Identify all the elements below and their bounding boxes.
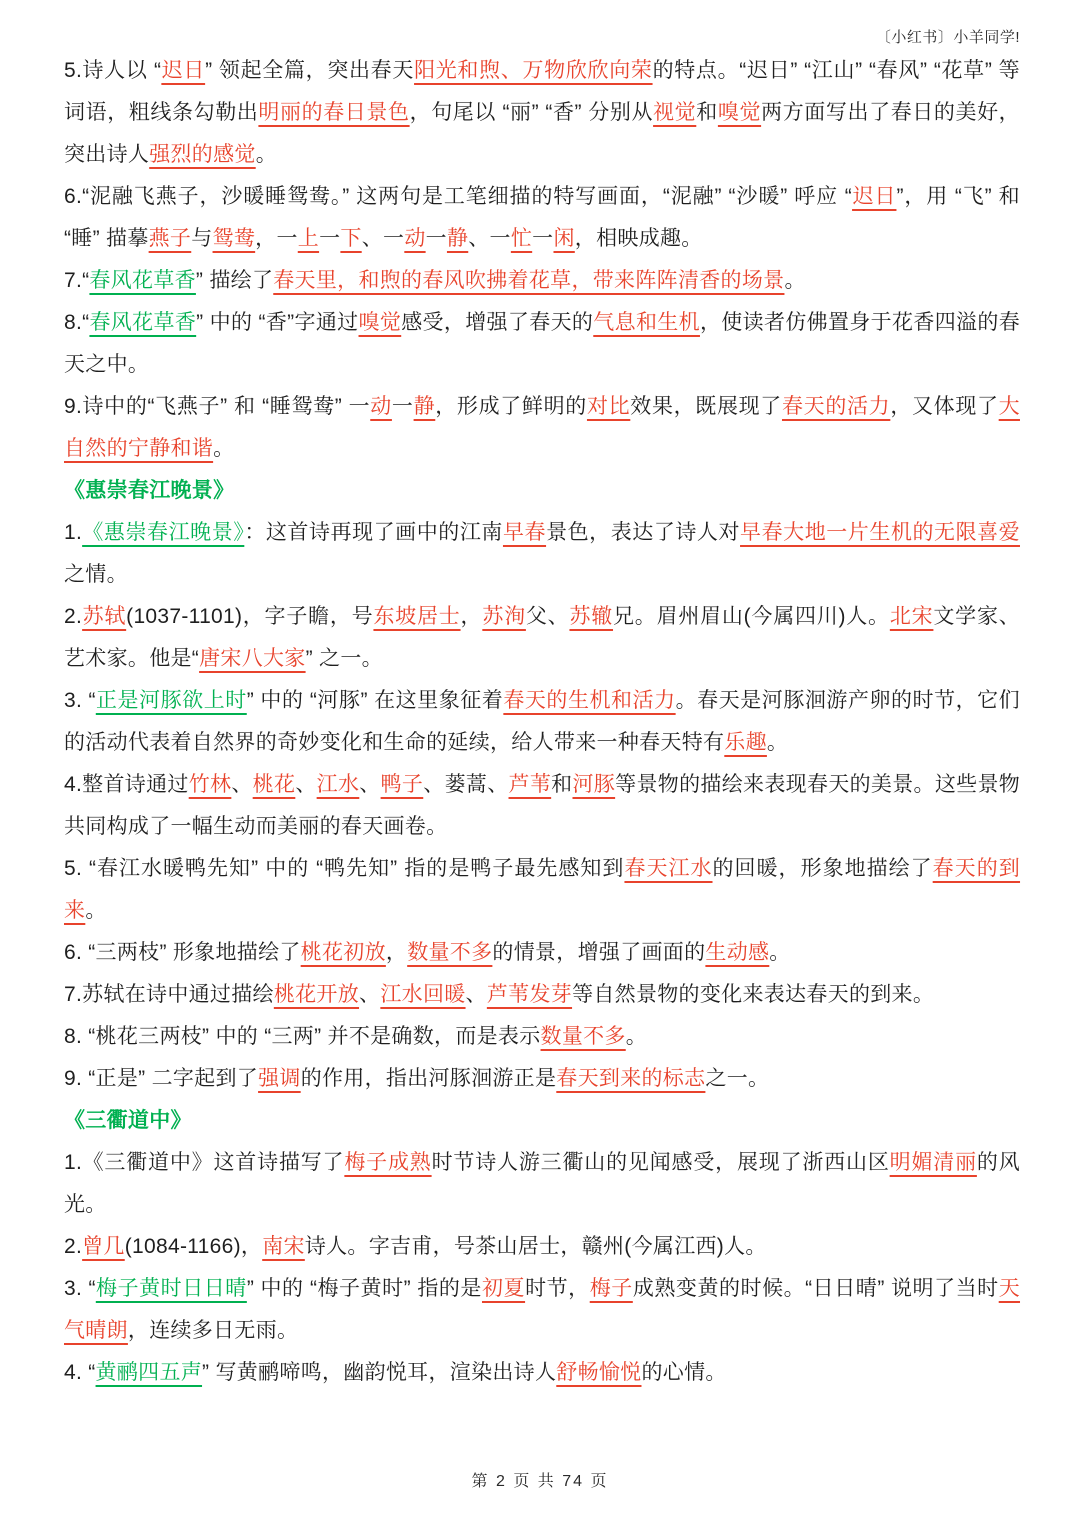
text-segment: 竹林 xyxy=(188,773,232,796)
text-segment: ，又体现了 xyxy=(890,395,999,418)
text-segment: 、 xyxy=(359,773,381,796)
text-segment: 时节诗人游三衢山的见闻感受，展现了浙西山区 xyxy=(431,1151,890,1174)
text-segment: 等自然景物的变化来表达春天的到来。 xyxy=(572,983,935,1006)
text-segment: 天气晴朗 xyxy=(64,1277,1021,1342)
text-segment: 。春天是河豚洄游产卵的时节，它们的活动代表着自然界的奇妙变化和生命的延续，给人带来一种春天特有 xyxy=(64,689,1020,754)
text-segment: 迟日 xyxy=(161,59,206,82)
paragraph xyxy=(64,680,1020,764)
text-segment: 一 xyxy=(425,227,447,250)
text-segment: 梅子 xyxy=(589,1277,633,1300)
text-segment: 8.“ xyxy=(64,311,90,334)
text-segment: ” 领起全篇，突出春天 xyxy=(205,59,415,82)
text-segment: 父、 xyxy=(525,605,570,628)
text-segment: (1084-1166)， xyxy=(124,1235,263,1258)
text-segment: 文学家、艺术家。他是“ xyxy=(64,605,1021,670)
text-segment: 1. xyxy=(64,521,83,544)
text-segment: 江水 xyxy=(316,773,360,796)
text-segment: 之一。 xyxy=(705,1067,770,1090)
text-segment: 与 xyxy=(191,227,213,250)
paragraph xyxy=(64,386,1020,470)
text-segment: 明丽的春日景色 xyxy=(258,101,410,124)
text-segment: 苏轼 xyxy=(82,605,127,628)
text-segment: 两方面写出了春日的美好，突出诗人 xyxy=(64,101,1020,166)
text-segment: 春天的生机和活力 xyxy=(503,689,676,712)
text-segment: 闲 xyxy=(553,227,575,250)
text-segment: 9.诗中的“飞燕子” 和 “睡鸳鸯” 一 xyxy=(64,395,371,418)
text-segment: 对比 xyxy=(586,395,631,418)
text-segment: 春天里，和煦的春风吹拂着花草，带来阵阵清香的场景 xyxy=(273,269,785,292)
text-segment: 视觉 xyxy=(653,101,697,124)
text-segment: 鸳鸯 xyxy=(212,227,256,250)
text-segment: 的特点。“迟日” “江山” “春风” “花草” 等词语，粗线条勾勒出 xyxy=(64,59,1020,124)
text-segment: 春天的到来 xyxy=(64,857,1021,922)
text-segment: 初夏 xyxy=(481,1277,526,1300)
text-segment: 大自然的宁静和谐 xyxy=(64,395,1020,460)
text-segment: 、 xyxy=(231,773,253,796)
text-segment: 芦苇 xyxy=(508,773,552,796)
paragraph xyxy=(64,1142,1020,1226)
text-segment: ，连续多日无雨。 xyxy=(127,1319,299,1342)
text-segment: 3. “ xyxy=(64,1277,96,1300)
text-segment: 、 xyxy=(295,773,317,796)
text-segment: 。 xyxy=(213,437,235,460)
text-segment: 等景物的描绘来表现春天的美景。这些景物共同构成了一幅生动而美丽的春天画卷。 xyxy=(64,773,1021,838)
text-segment: 5. “春江水暖鸭先知” 中的 “鸭先知” 指的是鸭子最先感知到 xyxy=(64,857,625,880)
text-segment: 强调 xyxy=(258,1067,301,1090)
section-heading: 《惠崇春江晚景》 xyxy=(64,479,235,502)
text-segment: 的情景，增强了画面的 xyxy=(492,941,706,964)
text-segment: 上 xyxy=(297,227,320,250)
text-segment: 。 xyxy=(625,1025,648,1048)
text-segment: 的回暖，形象地描绘了 xyxy=(712,857,933,880)
text-segment: 7.“ xyxy=(64,269,90,292)
text-segment: 数量不多 xyxy=(407,941,493,964)
paragraph xyxy=(64,470,1020,512)
document-content xyxy=(64,50,1020,1394)
text-segment: (1037-1101)，字子瞻，号 xyxy=(126,605,374,628)
text-segment: 时节， xyxy=(525,1277,590,1300)
text-segment: ， xyxy=(460,605,483,628)
text-segment: 效果，既展现了 xyxy=(630,395,782,418)
paragraph xyxy=(64,596,1020,680)
text-segment: 早春大地一片生机的无限喜爱 xyxy=(740,521,1020,544)
text-segment: ” 之一。 xyxy=(305,647,383,670)
text-segment: 景色，表达了诗人对 xyxy=(546,521,741,544)
text-segment: 曾几 xyxy=(82,1235,125,1258)
text-segment: 2. xyxy=(64,605,83,628)
text-segment: ”，用 “飞” 和 “睡” 描摹 xyxy=(64,185,1020,250)
paragraph xyxy=(64,1058,1020,1100)
text-segment: 一 xyxy=(391,395,414,418)
text-segment: 之情。 xyxy=(64,563,128,586)
text-segment: 北宋 xyxy=(889,605,934,628)
text-segment: ，一 xyxy=(255,227,298,250)
text-segment: 生动感 xyxy=(705,941,770,964)
text-segment: ” 中的 “梅子黄时” 指的是 xyxy=(246,1277,482,1300)
text-segment: 。 xyxy=(85,899,107,922)
text-segment: ” 中的 “河豚” 在这里象征着 xyxy=(246,689,504,712)
text-segment: 4.整首诗通过 xyxy=(64,773,189,796)
text-segment: 鸭子 xyxy=(380,773,424,796)
text-segment: 春风花草香 xyxy=(89,311,197,334)
text-segment: 春风花草香 xyxy=(89,269,196,292)
text-segment: 梅子黄时日日晴 xyxy=(95,1277,247,1300)
paragraph xyxy=(64,764,1020,848)
text-segment: 5.诗人以 “ xyxy=(64,59,162,82)
text-segment: 4. “ xyxy=(64,1361,96,1384)
text-segment: 嗅觉 xyxy=(717,101,762,124)
text-segment: 春天江水 xyxy=(624,857,713,880)
text-segment: 、蒌蒿、 xyxy=(423,773,509,796)
paragraph xyxy=(64,1100,1020,1142)
text-segment: 桃花初放 xyxy=(300,941,386,964)
text-segment: 8. “桃花三两枝” 中的 “三两” 并不是确数，而是表示 xyxy=(64,1025,541,1048)
text-segment: 7.苏轼在诗中通过描绘 xyxy=(64,983,274,1006)
text-segment: ” 描绘了 xyxy=(195,269,274,292)
paragraph xyxy=(64,848,1020,932)
page-number-footer: 第 2 页 共 74 页 xyxy=(471,1473,609,1490)
text-segment: 东坡居士 xyxy=(373,605,461,628)
text-segment: 嗅觉 xyxy=(358,311,402,334)
text-segment: 6. “三两枝” 形象地描绘了 xyxy=(64,941,301,964)
text-segment: 静 xyxy=(413,395,436,418)
text-segment: 苏辙 xyxy=(569,605,614,628)
text-segment: 下 xyxy=(340,227,362,250)
text-segment: ，句尾以 “丽” “香” 分别从 xyxy=(409,101,654,124)
text-segment: 河豚 xyxy=(572,773,616,796)
text-segment: 桃花 xyxy=(252,773,296,796)
text-segment: 。 xyxy=(784,269,806,292)
text-segment: 江水回暖 xyxy=(380,983,466,1006)
text-segment: ：这首诗再现了画中的江南 xyxy=(244,521,503,544)
text-segment: 的心情。 xyxy=(641,1361,727,1384)
text-segment: 的作用，指出河豚洄游正是 xyxy=(300,1067,557,1090)
text-segment: 乐趣 xyxy=(724,731,767,754)
text-segment: 南宋 xyxy=(262,1235,305,1258)
paragraph xyxy=(64,50,1020,176)
text-segment: 数量不多 xyxy=(540,1025,626,1048)
text-segment: 芦苇发芽 xyxy=(486,983,573,1006)
paragraph xyxy=(64,1352,1020,1394)
text-segment: ，相映成趣。 xyxy=(574,227,703,250)
paragraph xyxy=(64,302,1020,386)
text-segment: 气息和生机 xyxy=(593,311,700,334)
paragraph xyxy=(64,932,1020,974)
text-segment: 正是河豚欲上时 xyxy=(95,689,247,712)
text-segment: 一 xyxy=(319,227,341,250)
text-segment: 强烈的感觉 xyxy=(149,143,256,166)
text-segment: 和 xyxy=(696,101,718,124)
text-segment: ” 中的 “香”字通过 xyxy=(196,311,359,334)
text-segment: 黄鹂四五声 xyxy=(95,1361,203,1384)
paragraph xyxy=(64,512,1020,596)
text-segment: ” 写黄鹂啼鸣，幽韵悦耳，渲染出诗人 xyxy=(202,1361,557,1384)
text-segment: 明媚清丽 xyxy=(889,1151,977,1174)
text-segment: 动 xyxy=(370,395,392,418)
text-segment: 1.《三衢道中》这首诗描写了 xyxy=(64,1151,345,1174)
text-segment: 诗人。字吉甫，号茶山居士，赣州(今属江西)人。 xyxy=(304,1235,767,1258)
text-segment: 梅子成熟 xyxy=(344,1151,432,1174)
text-segment: 苏洵 xyxy=(482,605,526,628)
text-segment: 的风光。 xyxy=(64,1151,1021,1216)
text-segment: 早春 xyxy=(502,521,547,544)
watermark-text: 〔小红书〕小羊同学! xyxy=(875,29,1020,46)
text-segment: 、一 xyxy=(361,227,405,250)
text-segment: ，使读者仿佛置身于花香四溢的春天之中。 xyxy=(64,311,1021,376)
text-segment: 迟日 xyxy=(852,185,897,208)
text-segment: 唐宋八大家 xyxy=(199,647,306,670)
paragraph xyxy=(64,176,1020,260)
text-segment: 阳光和煦、万物欣欣向荣 xyxy=(414,59,653,82)
text-segment: 动 xyxy=(404,227,426,250)
text-segment: 。 xyxy=(766,731,789,754)
section-heading: 《三衢道中》 xyxy=(64,1109,192,1132)
text-segment: 兄。眉州眉山(今属四川)人。 xyxy=(613,605,890,628)
text-segment: 3. “ xyxy=(64,689,96,712)
text-segment: 春天的活力 xyxy=(781,395,891,418)
paragraph xyxy=(64,974,1020,1016)
paragraph xyxy=(64,1226,1020,1268)
text-segment: 。 xyxy=(255,143,278,166)
text-segment: 《惠崇春江晚景》 xyxy=(82,521,245,544)
text-segment: 9. “正是” 二字起到了 xyxy=(64,1067,259,1090)
text-segment: 静 xyxy=(446,227,469,250)
text-segment: 。 xyxy=(769,941,791,964)
text-segment: 燕子 xyxy=(148,227,192,250)
text-segment: 一 xyxy=(532,227,554,250)
text-segment: 6.“泥融飞燕子，沙暖睡鸳鸯。” 这两句是工笔细描的特写画面，“泥融” “沙暖” 呼应 “ xyxy=(64,185,853,208)
paragraph xyxy=(64,260,1020,302)
text-segment: 春天到来的标志 xyxy=(556,1067,706,1090)
text-segment: 忙 xyxy=(510,227,533,250)
text-segment: 和 xyxy=(551,773,573,796)
text-segment: 、 xyxy=(359,983,381,1006)
text-segment: 成熟变黄的时候。“日日晴” 说明了当时 xyxy=(632,1277,999,1300)
text-segment: 、一 xyxy=(468,227,511,250)
text-segment: 桃花开放 xyxy=(273,983,360,1006)
text-segment: 、 xyxy=(465,983,487,1006)
paragraph xyxy=(64,1016,1020,1058)
text-segment: 舒畅愉悦 xyxy=(556,1361,642,1384)
paragraph xyxy=(64,1268,1020,1352)
text-segment: ， xyxy=(385,941,408,964)
text-segment: 感受，增强了春天的 xyxy=(401,311,594,334)
text-segment: ，形成了鲜明的 xyxy=(435,395,587,418)
text-segment: 2. xyxy=(64,1235,83,1258)
